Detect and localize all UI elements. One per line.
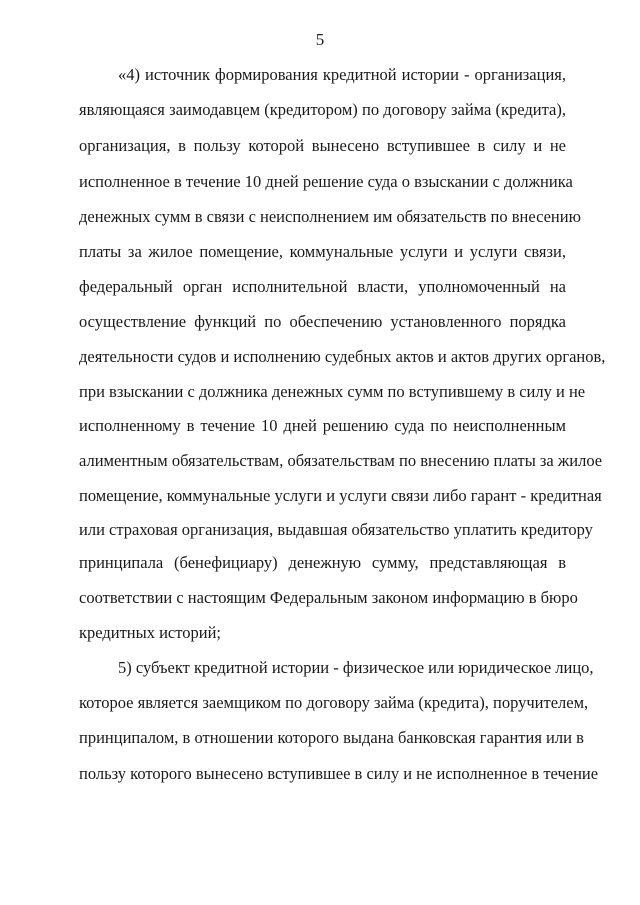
text-line: платы за жилое помещение, коммунальные услуги и услуги связи, (79, 242, 566, 261)
text-line: осуществление функций по обеспечению установленного порядка (79, 312, 566, 331)
text-line: соответствии с настоящим Федеральным законом информацию в бюро (79, 588, 578, 607)
text-line: или страховая организация, выдавшая обязательство уплатить кредитору (79, 520, 593, 539)
text-line: кредитных историй; (79, 623, 221, 642)
text-line: принципала (бенефициару) денежную сумму, представляющая в (79, 553, 566, 572)
text-line: денежных сумм в связи с неисполнением им обязательств по внесению (79, 207, 581, 226)
text-line: исполненному в течение 10 дней решению суда по неисполненным (79, 416, 566, 435)
text-line: исполненное в течение 10 дней решение суда о взыскании с должника (79, 172, 573, 191)
page-number: 5 (315, 30, 325, 49)
text-line: деятельности судов и исполнению судебных актов и актов других органов, (79, 347, 606, 366)
text-line: федеральный орган исполнительной власти, уполномоченный на (79, 277, 566, 296)
text-line: алиментным обязательствам, обязательствам по внесению платы за жилое (79, 451, 603, 470)
text-line: при взыскании с должника денежных сумм по вступившему в силу и не (79, 382, 586, 401)
text-line: которое является заемщиком по договору займа (кредита), поручителем, (79, 693, 589, 712)
text-line: помещение, коммунальные услуги и услуги связи либо гарант - кредитная (79, 486, 602, 505)
text-line: пользу которого вынесено вступившее в силу и не исполненное в течение (79, 764, 599, 783)
text-line: являющаяся заимодавцем (кредитором) по договору займа (кредита), (79, 100, 566, 119)
text-line: организация, в пользу которой вынесено вступившее в силу и не (79, 136, 566, 155)
text-line: принципалом, в отношении которого выдана банковская гарантия или в (79, 728, 584, 747)
text-line: «4) источник формирования кредитной истории - организация, (118, 65, 566, 84)
text-line: 5) субъект кредитной истории - физическое или юридическое лицо, (118, 658, 594, 677)
